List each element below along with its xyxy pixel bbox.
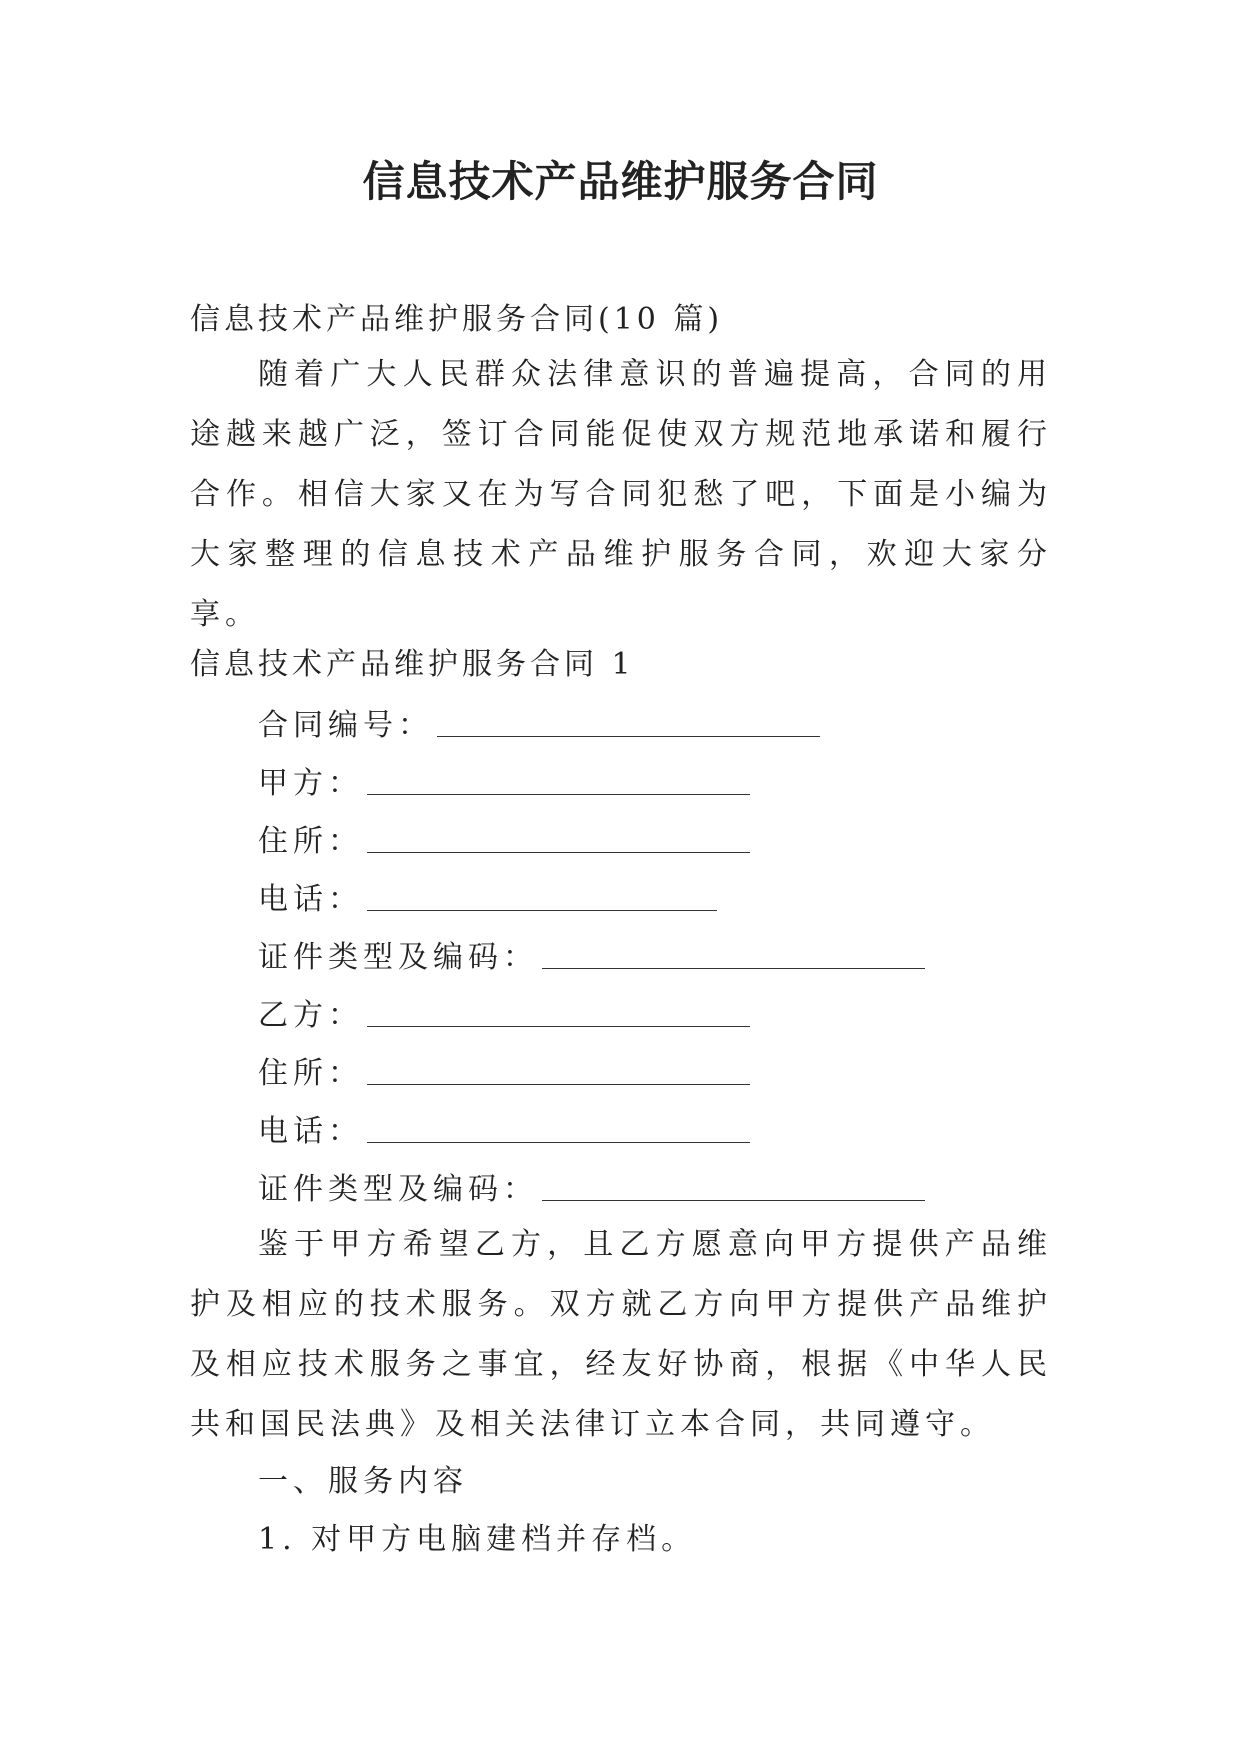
party-a-phone-blank[interactable]	[367, 882, 717, 911]
party-b-id-label: 证件类型及编码：	[258, 1172, 538, 1207]
intro-paragraph: 随着广大人民群众法律意识的普遍提高，合同的用途越来越广泛，签订合同能促使双方规范地承诺和履行合作。相信大家又在为写合同犯愁了吧，下面是小编为大家整理的信息技术产品维护服务合同，欢迎大家分享。	[190, 357, 1052, 632]
contract-number-blank[interactable]	[437, 708, 820, 737]
party-b-phone-label: 电话：	[258, 1114, 363, 1149]
party-b-address-label: 住所：	[258, 1056, 363, 1091]
party-a-id-blank[interactable]	[542, 940, 925, 969]
party-a-id-field	[258, 925, 1058, 983]
service-item-1: 1. 对甲方电脑建档并存档。	[258, 1522, 697, 1557]
party-a-address-blank[interactable]	[367, 824, 750, 853]
party-a-address-label: 住所：	[258, 824, 363, 859]
contract-number-label: 合同编号：	[258, 708, 433, 743]
preamble-paragraph: 鉴于甲方希望乙方，且乙方愿意向甲方提供产品维护及相应的技术服务。双方就乙方向甲方提供产品维护及相应技术服务之事宜，经友好协商，根据《中华人民共和国民法典》及相关法律订立本合同，共同遵守。	[190, 1227, 1052, 1442]
party-b-address-field	[258, 1041, 1058, 1099]
contract-number-field	[258, 693, 1058, 751]
contract-heading: 信息技术产品维护服务合同 1	[190, 647, 635, 682]
party-a-field	[258, 751, 1058, 809]
party-b-phone-blank[interactable]	[367, 1114, 750, 1143]
party-info-fields	[258, 693, 1058, 1215]
party-b-label: 乙方：	[258, 998, 363, 1033]
party-a-address-field	[258, 809, 1058, 867]
party-a-blank[interactable]	[367, 766, 750, 795]
party-b-blank[interactable]	[367, 998, 750, 1027]
party-b-phone-field	[258, 1099, 1058, 1157]
party-b-id-blank[interactable]	[542, 1172, 925, 1201]
party-b-id-field	[258, 1157, 1058, 1215]
party-b-address-blank[interactable]	[367, 1056, 750, 1085]
party-b-field	[258, 983, 1058, 1041]
party-a-id-label: 证件类型及编码：	[258, 940, 538, 975]
party-a-phone-label: 电话：	[258, 882, 363, 917]
party-a-phone-field	[258, 867, 1058, 925]
document-title: 信息技术产品维护服务合同	[362, 157, 879, 206]
party-a-label: 甲方：	[258, 766, 363, 801]
section-heading-service-content: 一、服务内容	[258, 1464, 468, 1499]
document-subtitle: 信息技术产品维护服务合同(10 篇)	[190, 302, 724, 337]
